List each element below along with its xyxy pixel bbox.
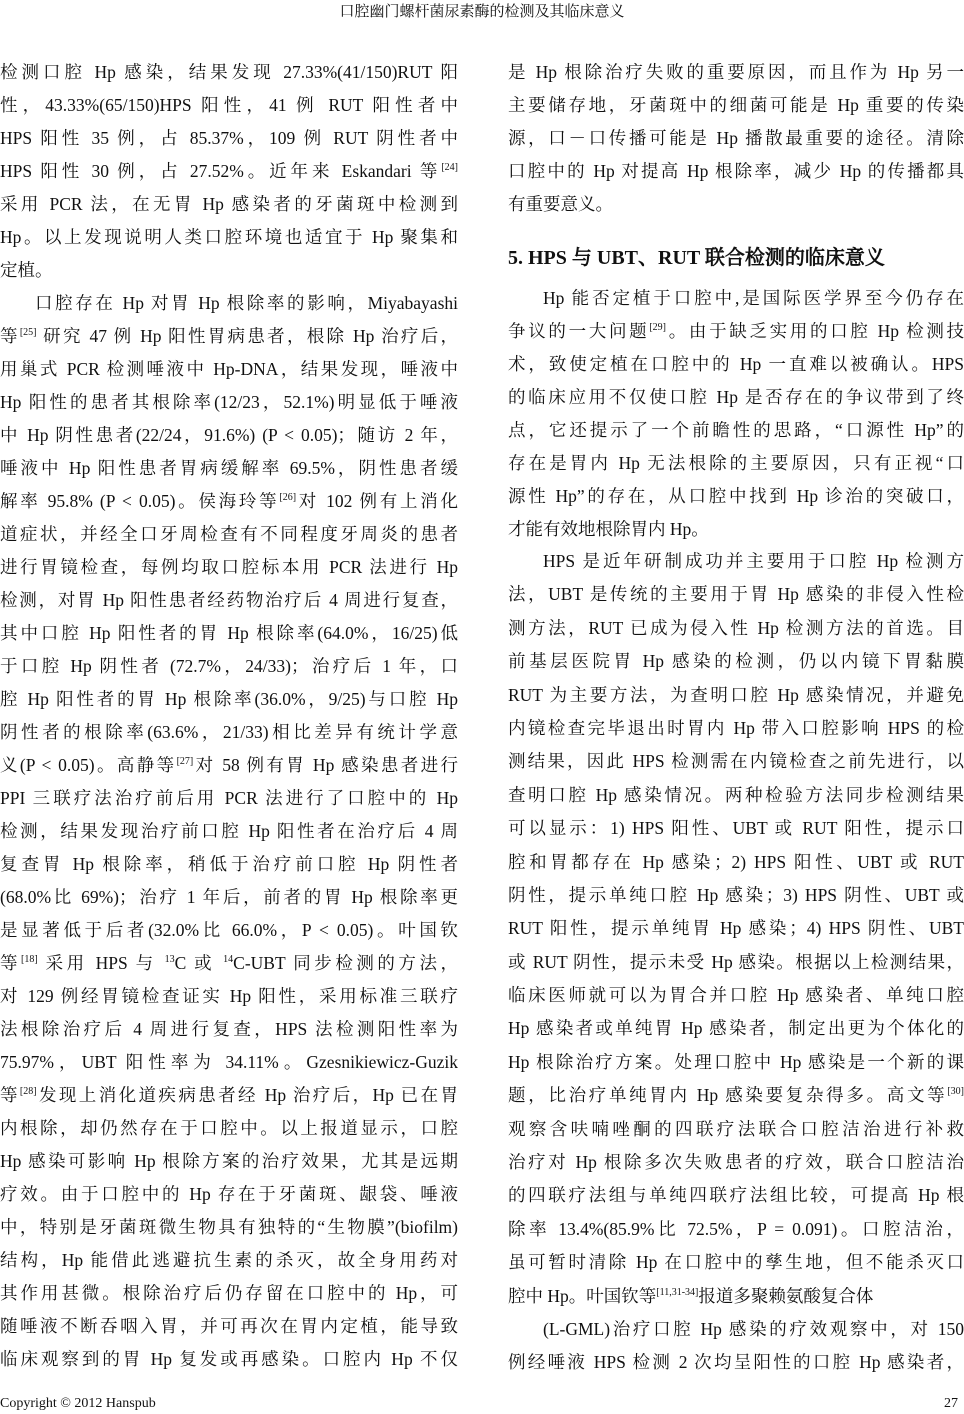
text-line: 治疗对 Hp 根除多次失败患者的疗效，联合口腔洁治: [508, 1152, 964, 1173]
text-line: 点，它还提示了一个前瞻性的思路，“口源性 Hp”的: [508, 420, 964, 440]
text-line: 定植。: [0, 260, 53, 280]
text-line: 测结果，因此 HPS 检测需在内镜检查之前先进行，以: [508, 751, 964, 772]
paragraph: [0, 287, 458, 1376]
paragraph: [508, 56, 964, 221]
citation-superscript: [11,31-34]: [656, 1286, 699, 1298]
text-line: 腔 Hp 阳性者的胃 Hp 根除率(36.0%，9/25)与口腔 Hp: [0, 689, 458, 709]
text-line: 于口腔 Hp 阴性者 (72.7%，24/33)；治疗后 1 年，口: [0, 656, 458, 676]
text-line: 中 Hp 阴性患者(22/24，91.6%) (P < 0.05)；随访 2 年，: [0, 425, 458, 445]
citation-superscript: [18]: [21, 954, 38, 966]
text-line: 用巢式 PCR 检测唾液中 Hp-DNA，结果发现，唾液中: [0, 359, 458, 379]
right-column-section-body-1: [508, 282, 964, 546]
text-line: 其作用甚微。根除治疗后仍存留在口腔中的 Hp，可: [0, 1283, 458, 1303]
text-line: 解率 95.8% (P < 0.05)。侯海玲等[26]对 102 例有上消化: [0, 491, 459, 511]
section-heading: 5. HPS 与 UBT、RUT 联合检测的临床意义: [508, 247, 885, 269]
citation-superscript: 14: [223, 954, 234, 966]
text-line: 性，43.33%(65/150)HPS 阳性，41 例 RUT 阳性者中: [0, 95, 458, 115]
text-line: 有重要意义。: [508, 194, 613, 214]
text-line: Hp。以上发现说明人类口腔环境也适宜于 Hp 聚集和: [0, 227, 458, 247]
text-line: 检测口腔 Hp 感染，结果发现 27.33%(41/150)RUT 阳: [0, 62, 458, 82]
citation-superscript: [28]: [19, 1086, 37, 1098]
text-line: 可以显示：1) HPS 阳性、UBT 或 RUT 阳性，提示口: [508, 818, 964, 839]
text-line: 源，口－口传播可能是 Hp 播散最重要的途径。清除: [508, 128, 964, 148]
text-line: 争议的一大问题[29]。由于缺乏实用的口腔 Hp 检测技: [508, 321, 964, 341]
text-line: 腔和胃都存在 Hp 感染；2) HPS 阳性、UBT 或 RUT: [508, 851, 964, 872]
text-line: 的临床应用不仅使口腔 Hp 是否存在的争议带到了终: [508, 387, 964, 407]
text-line: 阴性者的根除率(63.6%，21/33)相比差异有统计学意: [0, 722, 458, 742]
text-line: 等[18] 采用 HPS 与 $^{13}$C 或 $^{14}$C-UBT 同步检测的方法，: [0, 953, 459, 973]
text-line: 是 Hp 根除治疗失败的重要原因，而且作为 Hp 另一: [508, 62, 964, 82]
footer-copyright: Copyright © 2012 Hanspub: [0, 1396, 156, 1411]
right-column-intro: [508, 56, 964, 221]
text-line: HPS 阳性 30 例，占 27.52%。近年来 Eskandari 等[24]: [0, 161, 458, 181]
text-line: 题，比治疗单纯胃内 Hp 感染要复杂得多。高文等[30]: [508, 1085, 964, 1106]
text-line: 虽可暂时清除 Hp 在口腔中的孳生地，但不能杀灭口: [508, 1252, 964, 1273]
text-line: RUT 阳性，提示单纯胃 Hp 感染；4) HPS 阴性、UBT: [508, 918, 964, 939]
text-line: 才能有效地根除胃内 Hp。: [508, 519, 709, 539]
text-line: 等[25] 研究 47 例 Hp 阳性胃病患者，根除 Hp 治疗后，: [0, 326, 459, 346]
text-line: 观察含呋喃唑酮的四联疗法联合口腔洁治进行补救: [508, 1118, 964, 1139]
text-line: 口腔中的 Hp 对提高 Hp 根除率，减少 Hp 的传播都具: [508, 161, 964, 181]
paragraph: [0, 56, 458, 287]
text-line: 除率 13.4%(85.9%比 72.5%，P = 0.091)。口腔洁治，: [508, 1218, 964, 1239]
text-line: 存在是胃内 Hp 无法根除的主要原因，只有正视“口: [508, 453, 964, 473]
text-line: HPS 阳性 35 例，占 85.37%，109 例 RUT 阴性者中: [0, 128, 458, 148]
citation-superscript: [25]: [19, 327, 37, 339]
text-line: 内镜检查完毕退出时胃内 Hp 带入口腔影响 HPS 的检: [508, 717, 964, 738]
text-line: 阴性，提示单纯口腔 Hp 感染；3) HPS 阴性、UBT 或: [508, 884, 964, 905]
paragraph: [508, 545, 964, 1313]
text-line: 进行胃镜检查，每例均取口腔标本用 PCR 法进行 Hp: [0, 557, 458, 577]
text-line: HPS 是近年研制成功并主要用于口腔 Hp 检测方: [543, 551, 964, 571]
text-line: 口腔存在 Hp 对胃 Hp 根除率的影响，Miyabayashi: [35, 293, 458, 313]
text-line: 其中口腔 Hp 阳性者的胃 Hp 根除率(64.0%，16/25)低: [0, 623, 458, 643]
text-line: Hp 阳性的患者其根除率(12/23，52.1%)明显低于唾液: [0, 392, 458, 412]
text-line: 采用 PCR 法，在无胃 Hp 感染者的牙菌斑中检测到: [0, 194, 458, 214]
citation-superscript: 13: [164, 954, 175, 966]
text-line: 义(P < 0.05)。高静等[27]对 58 例有胃 Hp 感染患者进行: [0, 755, 459, 775]
right-column-section-body-2: [508, 545, 964, 1380]
text-line: Hp 根除治疗方案。处理口腔中 Hp 感染是一个新的课: [508, 1051, 964, 1072]
text-line: 腔中 Hp。叶国钦等[11,31-34]报道多聚赖氨酸复合体: [508, 1285, 874, 1306]
text-line: 的四联疗法组与单纯四联疗法组比较，可提高 Hp 根: [508, 1185, 964, 1206]
text-line: 查明口腔 Hp 感染情况。两种检验方法同步检测结果: [508, 784, 964, 805]
text-line: 中，特别是牙菌斑微生物具有独特的“生物膜”(biofilm): [0, 1217, 458, 1237]
text-line: 唾液中 Hp 阳性患者胃病缓解率 69.5%，阴性患者缓: [0, 458, 458, 478]
citation-superscript: [30]: [947, 1086, 964, 1098]
text-line: 法根除治疗后 4 周进行复查，HPS 法检测阳性率为: [0, 1019, 458, 1039]
citation-superscript: [27]: [176, 756, 194, 768]
text-line: 法，UBT 是传统的主要用于胃 Hp 感染的非侵入性检: [508, 584, 964, 605]
text-line: Hp 能否定植于口腔中,是国际医学界至今仍存在: [543, 288, 964, 308]
text-line: 结构，Hp 能借此逃避抗生素的杀灭，故全身用药对: [0, 1250, 458, 1270]
left-column: [0, 56, 458, 1376]
text-line: 术，致使定植在口腔中的 Hp 一直难以被确认。HPS: [508, 354, 964, 374]
text-line: 测方法，RUT 已成为侵入性 Hp 检测方法的首选。目: [508, 617, 964, 638]
text-line: 疗效。由于口腔中的 Hp 存在于牙菌斑、龈袋、唾液: [0, 1184, 458, 1204]
citation-superscript: [29]: [649, 322, 667, 334]
text-line: 75.97%，UBT 阳性率为 34.11%。Gzesnikiewicz-Guzik: [0, 1052, 458, 1072]
paragraph: [508, 282, 964, 546]
text-line: 源性 Hp”的存在，从口腔中找到 Hp 诊治的突破口，: [508, 486, 964, 506]
text-line: 复查胃 Hp 根除率，稍低于治疗前口腔 Hp 阴性者: [0, 854, 458, 874]
text-line: 是显著低于后者(32.0%比 66.0%，P < 0.05)。叶国钦: [0, 920, 458, 940]
citation-superscript: [24]: [441, 162, 458, 174]
text-line: 主要储存地，牙菌斑中的细菌可能是 Hp 重要的传染: [508, 95, 964, 115]
text-line: 或 RUT 阴性，提示未受 Hp 感染。根据以上检测结果，: [508, 951, 964, 972]
text-line: 临床观察到的胃 Hp 复发或再感染。口腔内 Hp 不仅: [0, 1349, 458, 1369]
text-line: (68.0%比 69%)；治疗 1 年后，前者的胃 Hp 根除率更: [0, 887, 458, 907]
text-line: 临床医师就可以为胃合并口腔 Hp 感染者、单纯口腔: [508, 985, 964, 1006]
text-line: Hp 感染可影响 Hp 根除方案的治疗效果，尤其是远期: [0, 1151, 458, 1171]
text-line: 前基层医院胃 Hp 感染的检测，仍以内镜下胃黏膜: [508, 651, 964, 672]
citation-superscript: [26]: [279, 492, 297, 504]
running-header: 口腔幽门螺杆菌尿素酶的检测及其临床意义: [339, 4, 625, 20]
page-number: 27: [944, 1396, 958, 1411]
text-line: 检测，对胃 Hp 阳性患者经药物治疗后 4 周进行复查，: [0, 590, 458, 610]
text-line: (L-GML)治疗口腔 Hp 感染的疗效观察中，对 150: [543, 1318, 964, 1339]
text-line: 随唾液不断吞咽入胃，并可再次在胃内定植，能导致: [0, 1316, 458, 1336]
text-line: 检测，结果发现治疗前口腔 Hp 阳性者在治疗后 4 周: [0, 821, 458, 841]
text-line: 等[28]发现上消化道疾病患者经 Hp 治疗后，Hp 已在胃: [0, 1085, 458, 1105]
paragraph: [508, 1313, 964, 1380]
text-line: Hp 感染者或单纯胃 Hp 感染者，制定出更为个体化的: [508, 1018, 964, 1039]
text-line: 道症状，并经全口牙周检查有不同程度牙周炎的患者: [0, 524, 458, 544]
text-line: 内根除，却仍然存在于口腔中。以上报道显示，口腔: [0, 1118, 458, 1138]
text-line: RUT 为主要方法，为查明口腔 Hp 感染情况，并避免: [508, 684, 964, 705]
text-line: 对 129 例经胃镜检查证实 Hp 阳性，采用标准三联疗: [0, 986, 458, 1006]
text-line: 例经唾液 HPS 检测 2 次均呈阳性的口腔 Hp 感染者，: [508, 1352, 964, 1373]
text-line: PPI 三联疗法治疗前后用 PCR 法进行了口腔中的 Hp: [0, 788, 458, 808]
